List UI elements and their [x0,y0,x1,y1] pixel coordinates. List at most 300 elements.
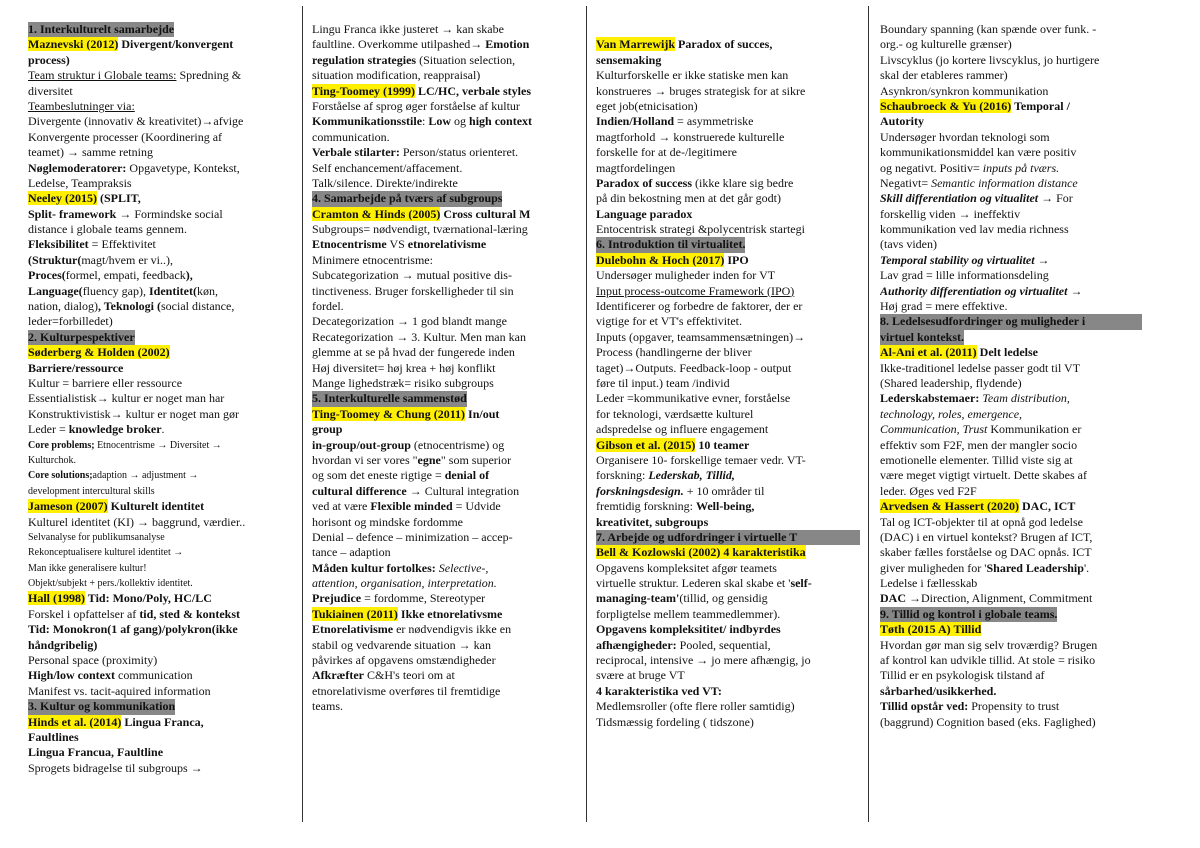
note-line [596,499,860,514]
reference-highlight: Cramton & Hinds (2005) [312,206,441,221]
note-line [880,499,1142,514]
note-text: Selective-, [435,560,489,575]
note-line [28,84,290,99]
note-line [28,545,290,560]
note-text: knowledge broker [68,422,162,437]
note-text: effektiv som F2F, men der mangler socio [880,437,1078,452]
note-text: Leder = [28,422,69,437]
note-line [596,453,860,468]
note-text: Autority [880,114,924,129]
note-text: managing-team' [596,591,680,606]
note-line [312,145,574,160]
note-text: er nødvendigvis ikke en [393,622,512,637]
note-text: ved at være [312,499,371,514]
note-line [596,468,860,483]
reference-highlight: Maznevski (2012) [28,37,119,52]
note-line [312,37,574,52]
note-line [596,699,860,714]
note-text: Objekt/subjekt + pers./kollektiv identitet. [28,578,193,590]
note-text: Core problems; [28,439,95,451]
reference-highlight: Søderberg & Holden (2002) [28,345,170,360]
note-text: technology, roles, emergence, [880,406,1023,421]
note-line [880,237,1142,252]
note-line [880,114,1142,129]
notes-column-4 [880,22,1142,832]
note-line [880,345,1142,360]
note-line [312,84,574,99]
note-line [28,684,290,699]
note-line [880,638,1142,653]
note-text: egne [417,452,441,467]
notes-column-3 [596,22,860,832]
reference-highlight: Hall (1998) [28,591,85,606]
note-text: Language paradox [596,206,693,221]
note-line [312,114,574,129]
note-text: horisont og mindske fordomme [312,514,463,529]
note-line [312,499,574,514]
notes-column-2 [312,22,574,832]
note-text: regulation strategies [312,52,417,67]
note-line [880,145,1142,160]
note-line [596,330,860,345]
note-line [880,484,1142,499]
note-line [596,591,860,606]
note-line [312,684,574,699]
note-text: distance i globale teams gennem. [28,222,187,237]
note-line [880,515,1142,530]
note-text: formel, empati, feedback [65,268,186,283]
note-line [28,438,290,453]
note-line [28,145,290,160]
note-line [880,84,1142,99]
note-text: inputs på tværs. [982,160,1060,175]
note-text: Organisere 10- forskellige temaer vedr. VT- [596,452,806,467]
note-line [596,438,860,453]
note-text: Tid: Monokron(1 af gang)/polykron(ikke [28,622,238,637]
reference-highlight: Gibson et al. (2015) [596,437,696,452]
note-line [28,576,290,591]
note-line [596,114,860,129]
note-line [312,299,574,314]
note-text: Boundary spanning (kan spænde over funk. - [880,22,1097,36]
note-text: communication [115,668,193,683]
note-text: på din bekostning men at det går godt) [596,191,781,206]
note-line [28,253,290,268]
note-line [312,176,574,191]
note-line [596,130,860,145]
note-text: Low [428,114,452,129]
reference-highlight: Tukiainen (2011) [312,606,398,621]
note-text: " som superior [440,452,512,467]
note-line [596,391,860,406]
reference-highlight: Hinds et al. (2014) [28,714,122,729]
note-text: (etnocentrisme) og [410,437,505,452]
note-text: Prejudice [312,591,362,606]
note-text: kommunikation ved lav media richness [880,222,1069,237]
note-text: giver muligheden for ' [880,560,987,575]
section-heading: 3. Kultur og kommunikation [28,699,176,714]
note-line [312,253,574,268]
note-text: Subcategorization → mutual positive dis- [312,268,512,283]
note-text: Etnocentrisme [312,237,387,252]
note-line [880,284,1142,299]
note-text: social distance, [161,299,235,314]
note-line [312,376,574,391]
note-line [596,161,860,176]
note-text: magt/hvem er vi..), [81,252,173,267]
note-line [28,176,290,191]
note-text: Delt ledelse [976,345,1038,360]
note-text: Høj grad = mere effektive. [880,299,1008,314]
note-text: (DAC) i en virtuel kontekst? Brugen af ICT, [880,529,1093,544]
note-line [596,191,860,206]
note-line [596,237,860,252]
section-heading: 9. Tillid og kontrol i globale teams. [880,606,1058,621]
note-text: communication. [312,129,390,144]
note-line [880,576,1142,591]
note-line [880,668,1142,683]
note-line [28,222,290,237]
note-text: skal der etableres rammer) [880,68,1008,83]
note-text: Spredning & [176,68,242,83]
note-text: Cultural integration [421,483,520,498]
note-text: afhængigheder: [596,637,677,652]
note-text: Lederskab, Tillid, [648,468,735,483]
note-text: cultural difference → [312,483,422,498]
note-text: tinctiveness. Bruger forskelligheder til sin [312,283,514,298]
reference-highlight: Bell & Kozlowski (2002) [596,545,721,560]
note-line [596,314,860,329]
note-text: Konstruktivistisk→ kultur er noget man gør [28,406,239,421]
note-line [596,638,860,653]
note-line [596,515,860,530]
note-text: Kommunikation er [987,422,1082,437]
note-text: Man ikke generalisere kultur! [28,562,147,574]
note-line [596,484,860,499]
note-text: Paradox of success [596,175,692,190]
note-text: Mange lighedstræk= risiko subgroups [312,375,494,390]
note-text: Kultur = barriere eller ressource [28,375,183,390]
note-line [312,638,574,653]
note-line [596,653,860,668]
note-line [312,284,574,299]
note-text: ), [185,268,193,283]
note-text: Sprogets bidragelse til subgroups → [28,760,203,775]
section-heading: 5. Interkulturelle sammenstød [312,391,467,406]
note-text: Undersøger muligheder inden for VT [596,268,776,283]
note-line [28,607,290,622]
note-text: Emotion [485,37,530,52]
note-text: Proces( [28,268,66,283]
note-text: In/out [465,406,500,421]
section-heading: 2. Kulturpespektiver [28,329,135,344]
note-text: Tid: Mono/Poly, HC/LC [85,591,212,606]
reference-highlight: Arvedsen & Hassert (2020) [880,499,1019,514]
note-text: Verbale stilarter: [312,145,400,160]
note-line [880,330,1142,345]
note-text: group [312,422,343,437]
note-line [880,53,1142,68]
note-line [312,545,574,560]
note-line [596,84,860,99]
note-line [596,530,860,545]
note-line [880,222,1142,237]
note-text: Flexible minded [370,499,453,514]
note-text: svære at bruge VT [596,668,685,683]
note-text: Divergente (innovativ & kreativitet)→afvige [28,114,244,129]
note-text: forskellig viden → ineffektiv [880,206,1021,221]
note-text: Person/status orienteret. [399,145,519,160]
note-text: Propensity to trust [968,699,1060,714]
note-line [312,130,574,145]
note-text: Ledelse i fællesskab [880,576,978,591]
note-line [880,130,1142,145]
note-text: kommunikationsmiddel kan være positiv [880,145,1077,160]
note-line [312,237,574,252]
note-text: forskelle for at de-/legitimere [596,145,737,160]
note-line [880,22,1142,37]
note-text: Core solutions; [28,470,93,482]
note-line [880,530,1142,545]
note-text: denial of [444,468,490,483]
note-text: glemme at se på hvad der fungerede inden [312,345,515,360]
note-line [596,284,860,299]
note-text: Inputs (opgaver, teamsammensætningen)→ [596,329,806,344]
note-text: sensemaking [596,52,662,67]
note-line [880,361,1142,376]
note-text: fordel. [312,299,344,314]
note-line [596,299,860,314]
note-line [596,253,860,268]
note-text: Recategorization → 3. Kultur. Men man kan [312,329,526,344]
note-line [596,176,860,191]
note-text: Pooled, sequential, [676,637,771,652]
note-line [28,361,290,376]
note-text: etnorelativisme [407,237,487,252]
note-line [880,453,1142,468]
note-line [28,622,290,637]
note-line [880,207,1142,222]
section-heading: 6. Introduktion til virtualitet. [596,237,746,252]
note-text: Ikke etnorelativsme [397,606,503,621]
note-text: 10 teamer [695,437,750,452]
note-text: emotionelle elementer. Tillid viste sig at [880,452,1073,467]
note-text: fluency gap), [82,283,149,298]
note-text: attention, organisation, interpretation. [312,576,497,591]
note-line [28,515,290,530]
note-text: Self enchancement/affacement. [312,160,463,175]
reference-highlight: Dulebohn & Hoch (2017) [596,252,725,267]
column-divider [868,6,869,822]
note-line [28,422,290,437]
note-text: Leder =kommunikative evner, forståelse [596,391,791,406]
note-text: Denial – defence – minimization – accep- [312,529,513,544]
note-line [596,345,860,360]
section-heading: 8. Ledelsesudfordringer og muligheder i [880,314,1142,329]
note-line [596,545,860,560]
note-line [596,376,860,391]
note-line [880,253,1142,268]
note-text: Negativt= [880,175,932,190]
note-text: Kulturel identitet (KI) → baggrund, værdier.. [28,514,246,529]
notes-column-1 [28,22,290,832]
note-text: fremtidig forskning: [596,499,696,514]
note-text: Undersøger hvordan teknologi som [880,129,1050,144]
note-line [28,191,290,206]
section-heading: 1. Interkulturelt samarbejde [28,22,175,36]
note-text: adspredelse og influere engagement [596,422,769,437]
note-text: in-group/out-group [312,437,411,452]
note-line [28,22,290,37]
note-line [28,114,290,129]
note-text: High/low context [28,668,115,683]
note-text: for teknologi, værdsætte kulturel [596,406,754,421]
note-text: Subgroups= nødvendigt, tværnational-læring [312,222,528,237]
note-line [312,561,574,576]
note-text: Indien/Holland [596,114,675,129]
note-text: situation modification, reappraisal) [312,68,481,83]
note-line [880,299,1142,314]
note-line [28,499,290,514]
note-line [596,715,860,730]
note-line [312,345,574,360]
note-text: Konvergente processer (Koordinering af [28,129,223,144]
note-text: = fordomme, Stereotyper [361,591,486,606]
note-line [28,530,290,545]
note-line [880,99,1142,114]
note-text: etnorelativisme overføres til fremtidige [312,683,501,698]
note-text: : [422,114,429,129]
note-line [312,576,574,591]
note-text: magtforhold → konstruerede kulturelle [596,129,785,144]
note-line [312,361,574,376]
note-line [28,453,290,468]
note-text: konstrueres → bruges strategisk for at sikre [596,83,806,98]
note-text: Split- framework → [28,206,132,221]
note-text: development intercultural skills [28,485,155,497]
note-line [596,22,860,37]
reference-highlight: Al-Ani et al. (2011) [880,345,977,360]
note-text: Team distribution, [979,391,1070,406]
note-line [880,699,1142,714]
note-line [28,745,290,760]
note-text: diversitet [28,83,73,98]
note-text: teamet) → samme retning [28,145,153,160]
note-line [28,484,290,499]
note-line [596,622,860,637]
note-text: process) [28,52,70,67]
note-line [312,622,574,637]
note-text: Identitet( [149,283,197,298]
note-text: (Struktur( [28,252,82,267]
note-text: nation, dialog) [28,299,98,314]
note-text: taget)→Outputs. Feedback-loop - output [596,360,792,375]
note-text: Høj diversitet= høj krea + høj konflikt [312,360,496,375]
note-text: hvordan vi ser vores " [312,452,418,467]
note-line [880,191,1142,206]
note-line [880,407,1142,422]
note-text: Barriere/ressource [28,360,124,375]
note-text: Authority differentiation og virtualitet → [880,283,1083,298]
reference-highlight: Neeley (2015) [28,191,97,206]
note-text: C&H's teori om at [363,668,455,683]
note-line [28,37,290,52]
note-line [312,268,574,283]
note-line [28,668,290,683]
note-text: skaber fælles forståelse og DAC opnås. ICT [880,545,1092,560]
note-text: kreativitet, subgroups [596,514,709,529]
note-text: Opgavens kompleksitet afgør teamets [596,560,777,575]
note-text: high context [469,114,533,129]
note-line [596,53,860,68]
note-line [312,314,574,329]
note-text: = Udvide [452,499,501,514]
note-text: Tal og ICT-objekter til at opnå god ledelse [880,514,1083,529]
reference-highlight: Schaubroeck & Yu (2016) [880,98,1012,113]
reference-highlight: Ting-Toomey & Chung (2011) [312,406,466,421]
note-text: (ikke klare sig bedre [692,175,794,190]
note-line [880,391,1142,406]
note-text: Fleksibilitet [28,237,89,252]
note-text: forskning: [596,468,649,483]
note-text: leder. Øges ved F2F [880,483,977,498]
note-line [28,730,290,745]
note-line [28,699,290,714]
note-line [596,222,860,237]
note-text: Shared Leadership [986,560,1084,575]
note-line [28,715,290,730]
note-text: (baggrund) Cognition based (eks. Faglighed) [880,714,1096,729]
note-text: Asynkron/synkron kommunikation [880,83,1049,98]
note-text: (SPLIT, [96,191,141,206]
note-line [28,268,290,283]
note-text: forpligtelse mellem teammedlemmer). [596,606,781,621]
note-text: Etnorelativisme [312,622,394,637]
note-text: Language( [28,283,83,298]
section-heading: 4. Samarbejde på tværs af subgroups [312,191,503,206]
note-text: være meget vigtigt virtuelt. Dette skabes af [880,468,1087,483]
note-text: Manifest vs. tacit-aquired information [28,683,211,698]
note-line [312,591,574,606]
note-text: leder=forbilledet) [28,314,113,329]
note-line [28,761,290,776]
note-line [596,607,860,622]
note-text: Team struktur i Globale teams: [28,68,177,83]
note-line [312,68,574,83]
note-text: Medlemsroller (ofte flere roller samtidig) [596,699,795,714]
note-text: = asymmetriske [674,114,754,129]
note-line [312,515,574,530]
note-text: Semantic information distance [931,175,1078,190]
note-line [880,561,1142,576]
section-heading: 7. Arbejde og udfordringer i virtuelle T [596,530,860,545]
reference-highlight: Ting-Toomey (1999) [312,83,416,98]
note-line [312,484,574,499]
note-line [312,530,574,545]
note-text: VS [386,237,408,252]
note-line [596,668,860,683]
note-text: faultline. Overkomme utilpashed→ [312,37,486,52]
note-text: = Effektivitet [88,237,156,252]
note-line [880,68,1142,83]
note-text: teams. [312,699,343,714]
note-text: magtfordelingen [596,160,676,175]
note-text: Process (handlingerne der bliver [596,345,752,360]
note-line [880,653,1142,668]
note-text: tid, sted & kontekst [139,606,240,621]
note-line [880,607,1142,622]
note-text: '. [1083,560,1090,575]
